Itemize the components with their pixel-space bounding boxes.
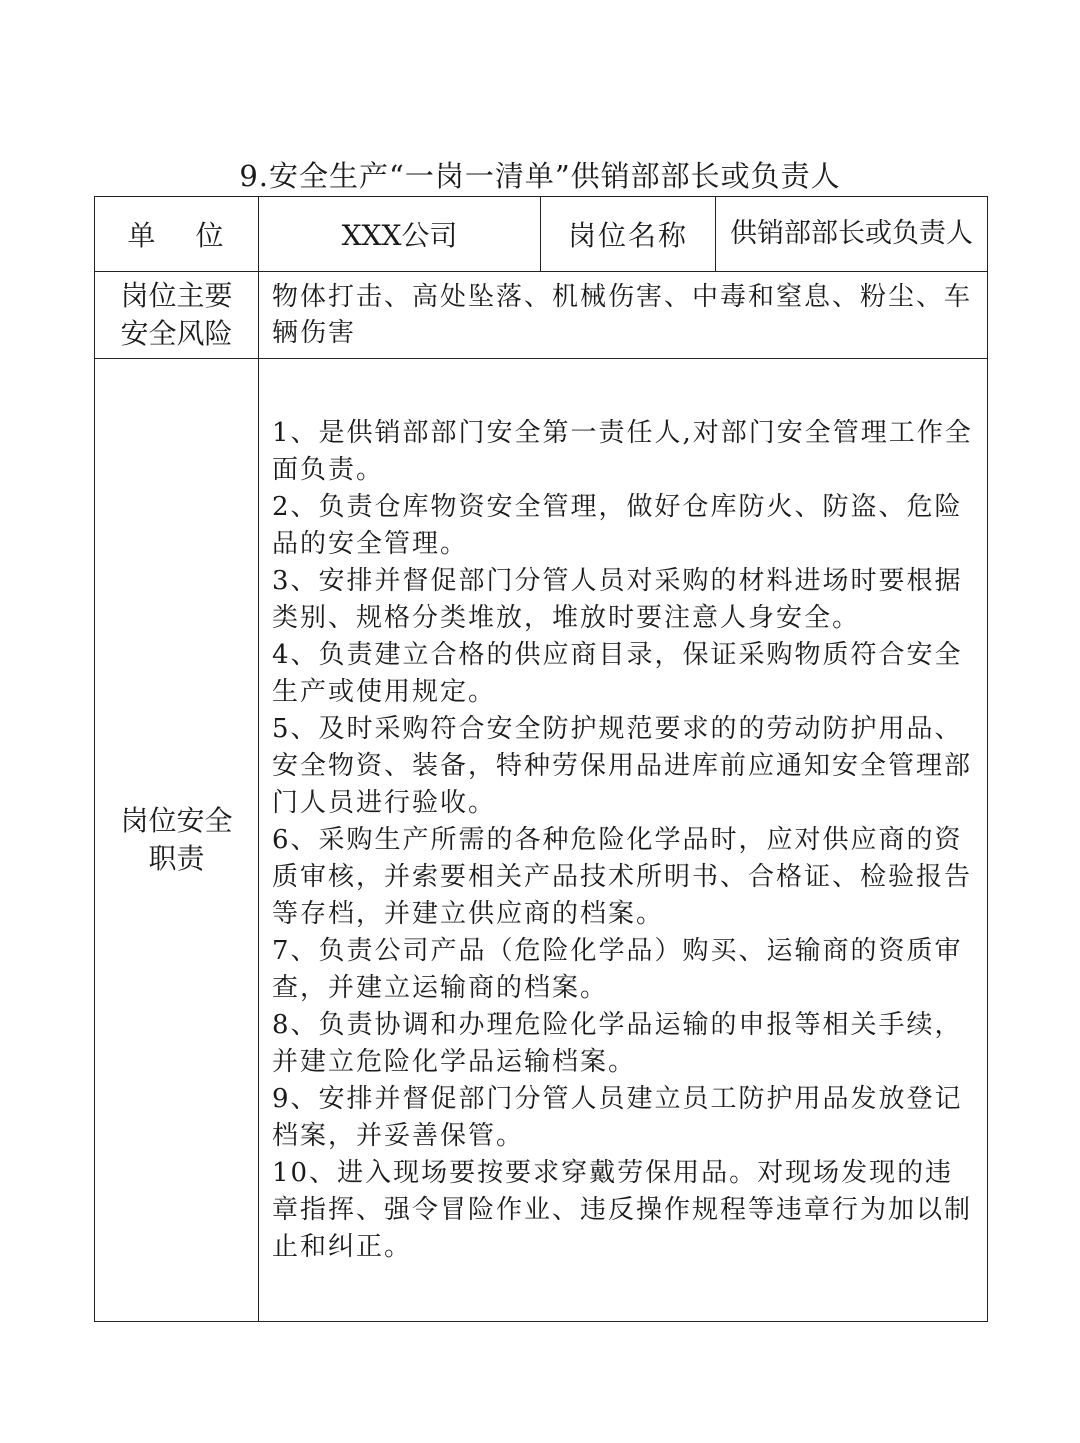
duty-item: 9、安排并督促部门分管人员建立员工防护用品发放登记档案，并妥善保管。 [272,1083,963,1151]
post-name-value-cell [716,197,988,272]
post-name-label: 岗位名称 [567,219,688,252]
unit-value: XXX公司 [341,219,458,252]
responsibility-table [94,196,988,1322]
unit-value-cell [259,197,541,272]
risk-content-cell [259,272,988,359]
duty-item: 6、采购生产所需的各种危险化学品时，应对供应商的资质审核，并索要相关产品技术所明书、合格证、检验报告等存档，并建立供应商的档案。 [272,824,973,929]
duty-item: 8、负责协调和办理危险化学品运输的申报等相关手续，并建立危险化学品运输档案。 [272,1009,963,1077]
duty-row [95,359,988,1322]
unit-label-char-1: 单 [127,219,158,252]
unit-label-char-2: 位 [195,219,226,252]
risk-content: 物体打击、高处坠落、机械伤害、中毒和窒息、粉尘、车辆伤害 [272,282,973,348]
duty-item: 3、安排并督促部门分管人员对采购的材料进场时要根据类别、规格分类堆放，堆放时要注意人身安全。 [272,565,963,633]
unit-label [127,219,225,252]
risk-row [95,272,988,359]
risk-label: 岗位主要安全风险 [120,279,233,350]
duty-content-cell [259,359,988,1322]
duty-item: 5、及时采购符合安全防护规范要求的的劳动防护用品、安全物资、装备，特种劳保用品进库前应通知安全管理部门人员进行验收。 [272,713,973,818]
duty-item: 7、负责公司产品（危险化学品）购买、运输商的资质审查，并建立运输商的档案。 [272,935,963,1003]
duty-item: 1、是供销部部门安全第一责任人,对部门安全管理工作全面负责。 [272,417,973,485]
document-title: 9.安全生产“一岗一清单”供销部部长或负责人 [239,159,841,193]
duty-item: 2、负责仓库物资安全管理，做好仓库防火、防盗、危险品的安全管理。 [272,491,963,559]
unit-label-cell [95,197,259,272]
risk-label-cell [95,272,259,359]
duty-label: 岗位安全职责 [120,804,233,875]
duty-label-cell [95,359,259,1322]
duty-item: 4、负责建立合格的供应商目录，保证采购物质符合安全生产或使用规定。 [272,639,963,707]
header-row [95,197,988,272]
post-name-label-cell [541,197,716,272]
duty-list [259,415,987,1266]
post-name-value: 供销部部长或负责人 [730,218,973,249]
duty-item: 10、进入现场要按要求穿戴劳保用品。对现场发现的违章指挥、强令冒险作业、违反操作规程等违章行为加以制止和纠正。 [272,1157,973,1262]
